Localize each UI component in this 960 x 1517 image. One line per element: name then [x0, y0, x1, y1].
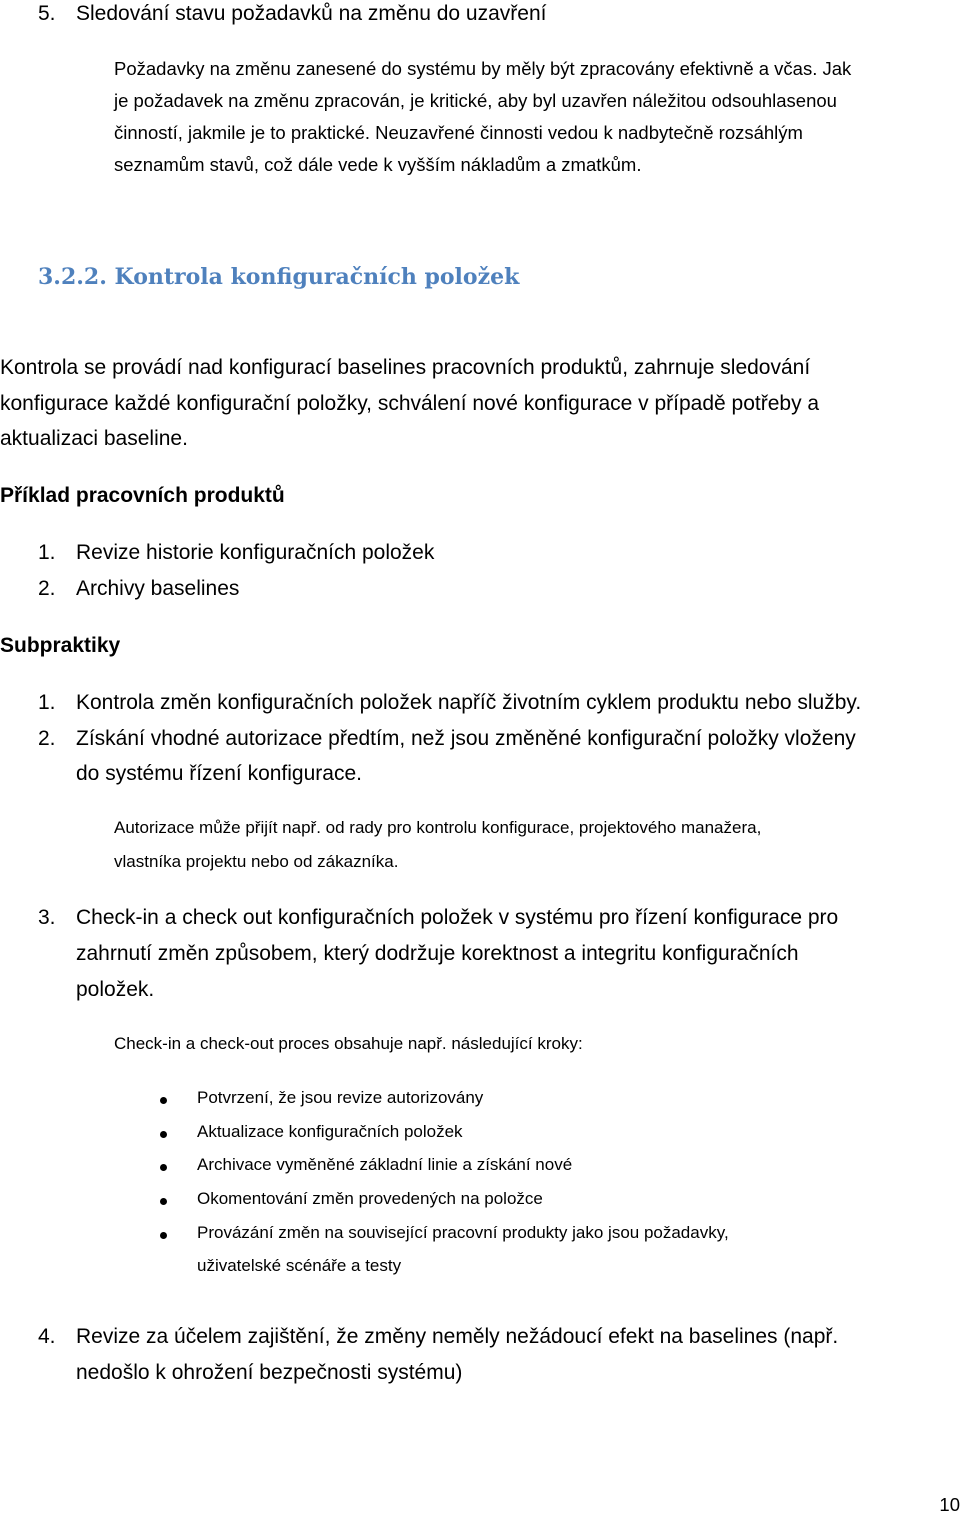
example-number: 1. — [38, 541, 56, 564]
top-para-line: Požadavky na změnu zanesené do systému by měly být zpracovány efektivně a včas. Jak — [114, 58, 852, 79]
top-item-text: Sledování stavu požadavků na změnu do uzavření — [76, 2, 547, 25]
subpractice-number: 4. — [38, 1325, 56, 1348]
subpractice-number: 2. — [38, 727, 56, 750]
section-heading: 3.2.2. Kontrola konfiguračních položek — [38, 264, 520, 290]
top-item-number: 5. — [38, 2, 56, 25]
bullet-dot — [160, 1198, 167, 1205]
bullet-dot — [160, 1097, 167, 1104]
subpractice-number: 1. — [38, 691, 56, 714]
top-para-line: je požadavek na změnu zpracován, je kritické, aby byl uzavřen náležitou odsouhlasenou — [114, 90, 837, 111]
bullet-item: Aktualizace konfiguračních položek — [197, 1122, 463, 1141]
bullet-item: Provázání změn na související pracovní produkty jako jsou požadavky, — [197, 1223, 729, 1242]
example-item: Archivy baselines — [76, 577, 240, 600]
intro-line: konfigurace každé konfigurační položky, schválení nové konfigurace v případě potřeby a — [0, 392, 820, 415]
page-number: 10 — [939, 1494, 960, 1515]
subpractice-text: do systému řízení konfigurace. — [76, 762, 362, 785]
subpractice-number: 3. — [38, 906, 56, 929]
bullet-item: Okomentování změn provedených na položce — [197, 1189, 543, 1208]
subpractice-note: Autorizace může přijít např. od rady pro kontrolu konfigurace, projektového manažera, — [114, 818, 762, 837]
subpractice-text: nedošlo k ohrožení bezpečnosti systému) — [76, 1361, 463, 1384]
example-item: Revize historie konfiguračních položek — [76, 541, 435, 564]
top-para-line: činností, jakmile je to praktické. Neuzavřené činnosti vedou k nadbytečně rozsáhlým — [114, 122, 803, 143]
bullet-dot — [160, 1232, 167, 1239]
bullet-item-continuation: uživatelské scénáře a testy — [197, 1256, 402, 1275]
subpractice-text: zahrnutí změn způsobem, který dodržuje korektnost a integritu konfiguračních — [76, 942, 799, 965]
subpractice-note: vlastníka projektu nebo od zákazníka. — [114, 852, 399, 871]
bullet-item: Archivace vyměněné základní linie a získání nové — [197, 1155, 573, 1174]
intro-line: aktualizaci baseline. — [0, 427, 188, 450]
top-para-line: seznamům stavů, což dále vede k vyšším nákladům a zmatkům. — [114, 154, 642, 175]
intro-line: Kontrola se provádí nad konfigurací baselines pracovních produktů, zahrnuje sledování — [0, 356, 811, 379]
subpractice-text: položek. — [76, 978, 155, 1001]
example-number: 2. — [38, 577, 56, 600]
subpractice-text: Check-in a check out konfiguračních položek v systému pro řízení konfigurace pro — [76, 906, 839, 929]
bullet-dot — [160, 1131, 167, 1138]
subpractice-text: Kontrola změn konfiguračních položek napříč životním cyklem produktu nebo služby. — [76, 691, 862, 714]
subpractice-text: Revize za účelem zajištění, že změny neměly nežádoucí efekt na baselines (např. — [76, 1325, 839, 1348]
bullet-item: Potvrzení, že jsou revize autorizovány — [197, 1088, 484, 1107]
subpractice-text: Získání vhodné autorizace předtím, než jsou změněné konfigurační položky vloženy — [76, 727, 856, 750]
bullet-dot — [160, 1164, 167, 1171]
subpractice-note: Check-in a check-out proces obsahuje např. následující kroky: — [114, 1034, 583, 1053]
example-heading: Příklad pracovních produktů — [0, 484, 285, 507]
subpractices-heading: Subpraktiky — [0, 634, 121, 657]
